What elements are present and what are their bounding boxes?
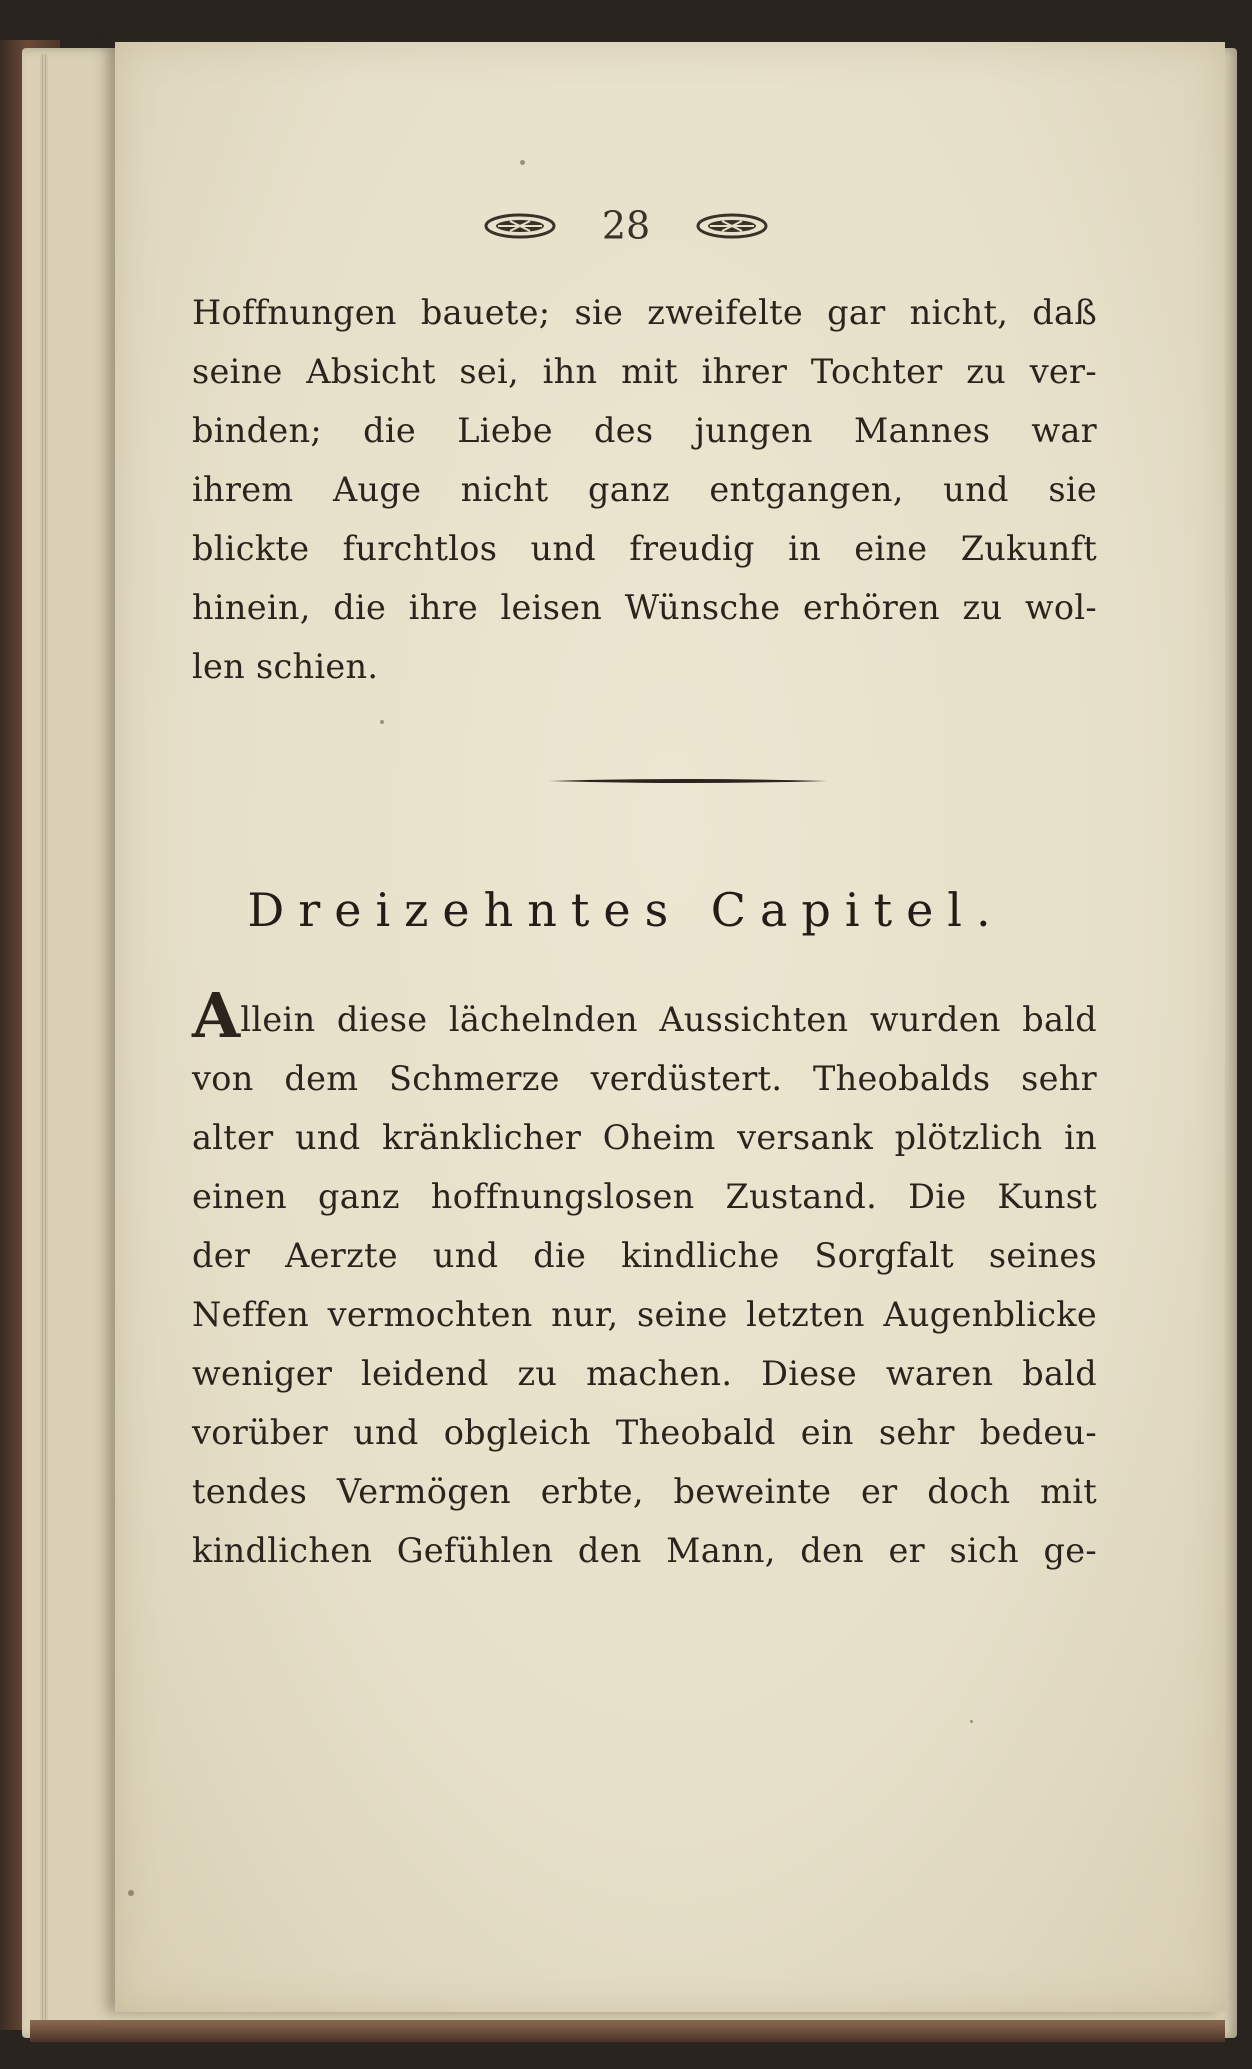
- text-line: kindlichen Gefühlen den Mann, den er sich ge-: [192, 1531, 1097, 1570]
- text-line: tendes Vermögen erbte, beweinte er doch mit: [192, 1472, 1097, 1511]
- text-line: binden; die Liebe des jungen Mannes war: [192, 411, 1097, 450]
- text-line: einen ganz hoffnungslosen Zustand. Die Kunst: [192, 1177, 1097, 1216]
- text-line: seine Absicht sei, ihn mit ihrer Tochter zu ver-: [192, 352, 1097, 391]
- text-line: Hoffnungen bauete; sie zweifelte gar nicht, daß: [192, 293, 1097, 332]
- page-number: 28: [601, 203, 651, 248]
- paper-speck: [380, 720, 384, 724]
- paper-speck: [128, 1890, 134, 1896]
- text-line: der Aerzte und die kindliche Sorgfalt seines: [192, 1236, 1097, 1275]
- drop-cap: A: [192, 979, 241, 1052]
- paragraph-continued: [192, 283, 1097, 696]
- chapter-paragraph: [192, 979, 1097, 1580]
- paper-speck: [970, 1720, 973, 1723]
- first-line-text: llein diese lächelnden Aussichten wurden bald: [240, 1000, 1097, 1039]
- book-bottom-edge: [30, 2020, 1225, 2042]
- paper-speck: [520, 160, 525, 165]
- text-line-first: [192, 979, 1097, 1052]
- text-line: ihrem Auge nicht ganz entgangen, und sie: [192, 470, 1097, 509]
- text-line: von dem Schmerze verdüstert. Theobalds sehr: [192, 1059, 1097, 1098]
- text-line: alter und kränklicher Oheim versank plötzlich in: [192, 1118, 1097, 1157]
- text-line: blickte furchtlos und freudig in eine Zukunft: [192, 529, 1097, 568]
- page-header: [0, 200, 1252, 248]
- text-line: Neffen vermochten nur, seine letzten Augenblicke: [192, 1295, 1097, 1334]
- text-line: len schien.: [192, 647, 379, 686]
- ornament-right-icon: [696, 213, 768, 239]
- section-divider: [549, 778, 827, 784]
- text-line: vorüber und obgleich Theobald ein sehr bedeu-: [192, 1413, 1097, 1452]
- text-line: hinein, die ihre leisen Wünsche erhören zu wol-: [192, 588, 1097, 627]
- ornament-left-icon: [484, 213, 556, 239]
- chapter-title: Dreizehntes Capitel.: [247, 883, 1005, 937]
- text-line: weniger leidend zu machen. Diese waren bald: [192, 1354, 1097, 1393]
